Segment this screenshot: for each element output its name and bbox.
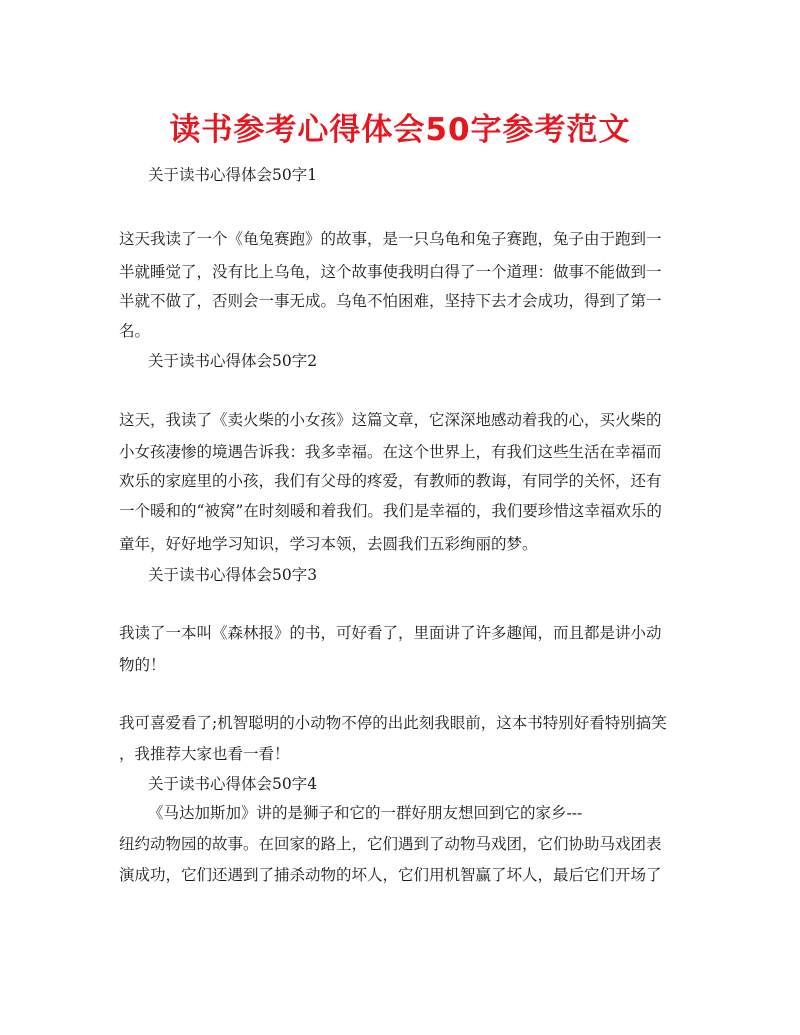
paragraph-line: 小女孩凄惨的境遇告诉我：我多幸福。在这个世界上，有我们这些生活在幸福而: [119, 443, 662, 461]
section-heading-4: 关于读书心得体会50字4: [148, 775, 318, 793]
paragraph-line: 这天，我读了《卖火柴的小女孩》这篇文章，它深深地感动着我的心，买火柴的: [119, 411, 662, 429]
paragraph-line: 半就睡觉了，没有比上乌龟，这个故事使我明白得了一个道理：做事不能做到一: [119, 263, 662, 281]
paragraph-line: 这天我读了一个《龟兔赛跑》的故事，是一只乌龟和兔子赛跑，兔子由于跑到一: [119, 230, 662, 248]
paragraph-line: 一个暖和的“被窝”在时刻暖和着我们。我们是幸福的，我们要珍惜这幸福欢乐的: [119, 502, 662, 520]
paragraph-line: 我读了一本叫《森林报》的书，可好看了，里面讲了许多趣闻，而且都是讲小动: [119, 624, 662, 642]
document-title: 读书参考心得体会50字参考范文: [169, 112, 631, 148]
paragraph-line: ，我推荐大家也看一看！: [119, 745, 290, 763]
paragraph-line: 半就不做了，否则会一事无成。乌龟不怕困难，坚持下去才会成功，得到了第一: [119, 292, 662, 310]
section-heading-2: 关于读书心得体会50字2: [148, 352, 318, 370]
paragraph-line: 欢乐的家庭里的小孩，我们有父母的疼爱，有教师的教诲，有同学的关怀，还有: [119, 472, 662, 490]
paragraph-line: 演成功，它们还遇到了捕杀动物的坏人，它们用机智赢了坏人，最后它们开场了: [119, 866, 662, 884]
paragraph-line: 纽约动物园的故事。在回家的路上，它们遇到了动物马戏团，它们协助马戏团表: [119, 835, 662, 853]
section-heading-1: 关于读书心得体会50字1: [148, 166, 318, 184]
section-heading-3: 关于读书心得体会50字3: [148, 566, 318, 584]
paragraph-line: 我可喜爱看了;机智聪明的小动物不停的出此刻我眼前，这本书特别好看特别搞笑: [119, 714, 667, 732]
paragraph-line: 物的！: [119, 656, 166, 674]
paragraph-line: 名。: [119, 322, 151, 340]
paragraph-line: 《马达加斯加》讲的是狮子和它的一群好朋友想回到它的家乡---: [148, 804, 583, 822]
paragraph-line: 童年，好好地学习知识，学习本领，去圆我们五彩绚丽的梦。: [119, 535, 538, 553]
